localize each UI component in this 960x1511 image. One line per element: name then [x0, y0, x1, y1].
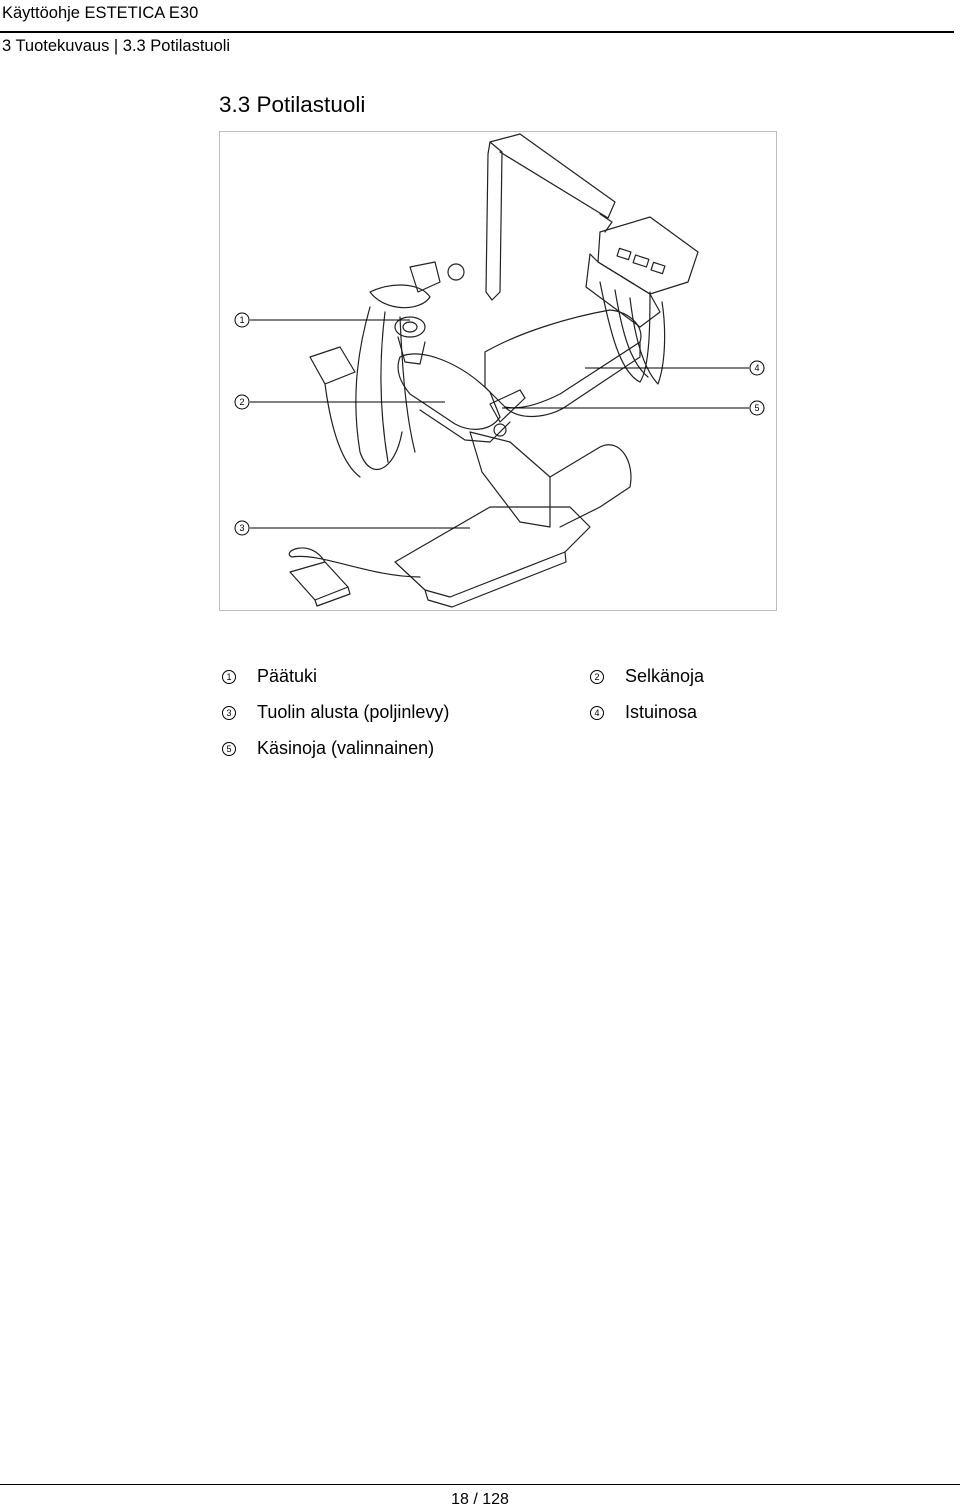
- legend-number: 3: [222, 706, 236, 720]
- legend-label: Päätuki: [257, 666, 318, 686]
- callout-overlay: [220, 132, 778, 612]
- legend-number: 2: [590, 670, 604, 684]
- chair-illustration: [219, 131, 777, 611]
- callout-4-label: 4: [754, 363, 760, 373]
- callout-2-label: 2: [239, 397, 245, 407]
- legend-number: 1: [222, 670, 236, 684]
- legend-label: Istuinosa: [625, 702, 698, 722]
- legend-item: [590, 702, 697, 723]
- header-rule: [0, 31, 954, 33]
- callout-5-label: 5: [754, 403, 760, 413]
- legend-label: Selkänoja: [625, 666, 705, 686]
- footer-rule: [0, 1484, 960, 1485]
- legend-label: Tuolin alusta (poljinlevy): [257, 702, 450, 722]
- document-title: Käyttöohje ESTETICA E30: [2, 4, 199, 22]
- callout-3-label: 3: [239, 523, 245, 533]
- legend-number: 4: [590, 706, 604, 720]
- legend-item: [222, 666, 317, 687]
- legend-item: [222, 702, 449, 723]
- legend-item: [222, 738, 434, 759]
- breadcrumb: 3 Tuotekuvaus | 3.3 Potilastuoli: [2, 37, 231, 55]
- page-number: 18 / 128: [451, 1491, 509, 1508]
- figure-legend: [222, 662, 762, 772]
- legend-number: 5: [222, 742, 236, 756]
- legend-item: [590, 666, 704, 687]
- section-title: 3.3 Potilastuoli: [219, 92, 366, 117]
- legend-label: Käsinoja (valinnainen): [257, 738, 435, 758]
- callout-1-label: 1: [239, 315, 245, 325]
